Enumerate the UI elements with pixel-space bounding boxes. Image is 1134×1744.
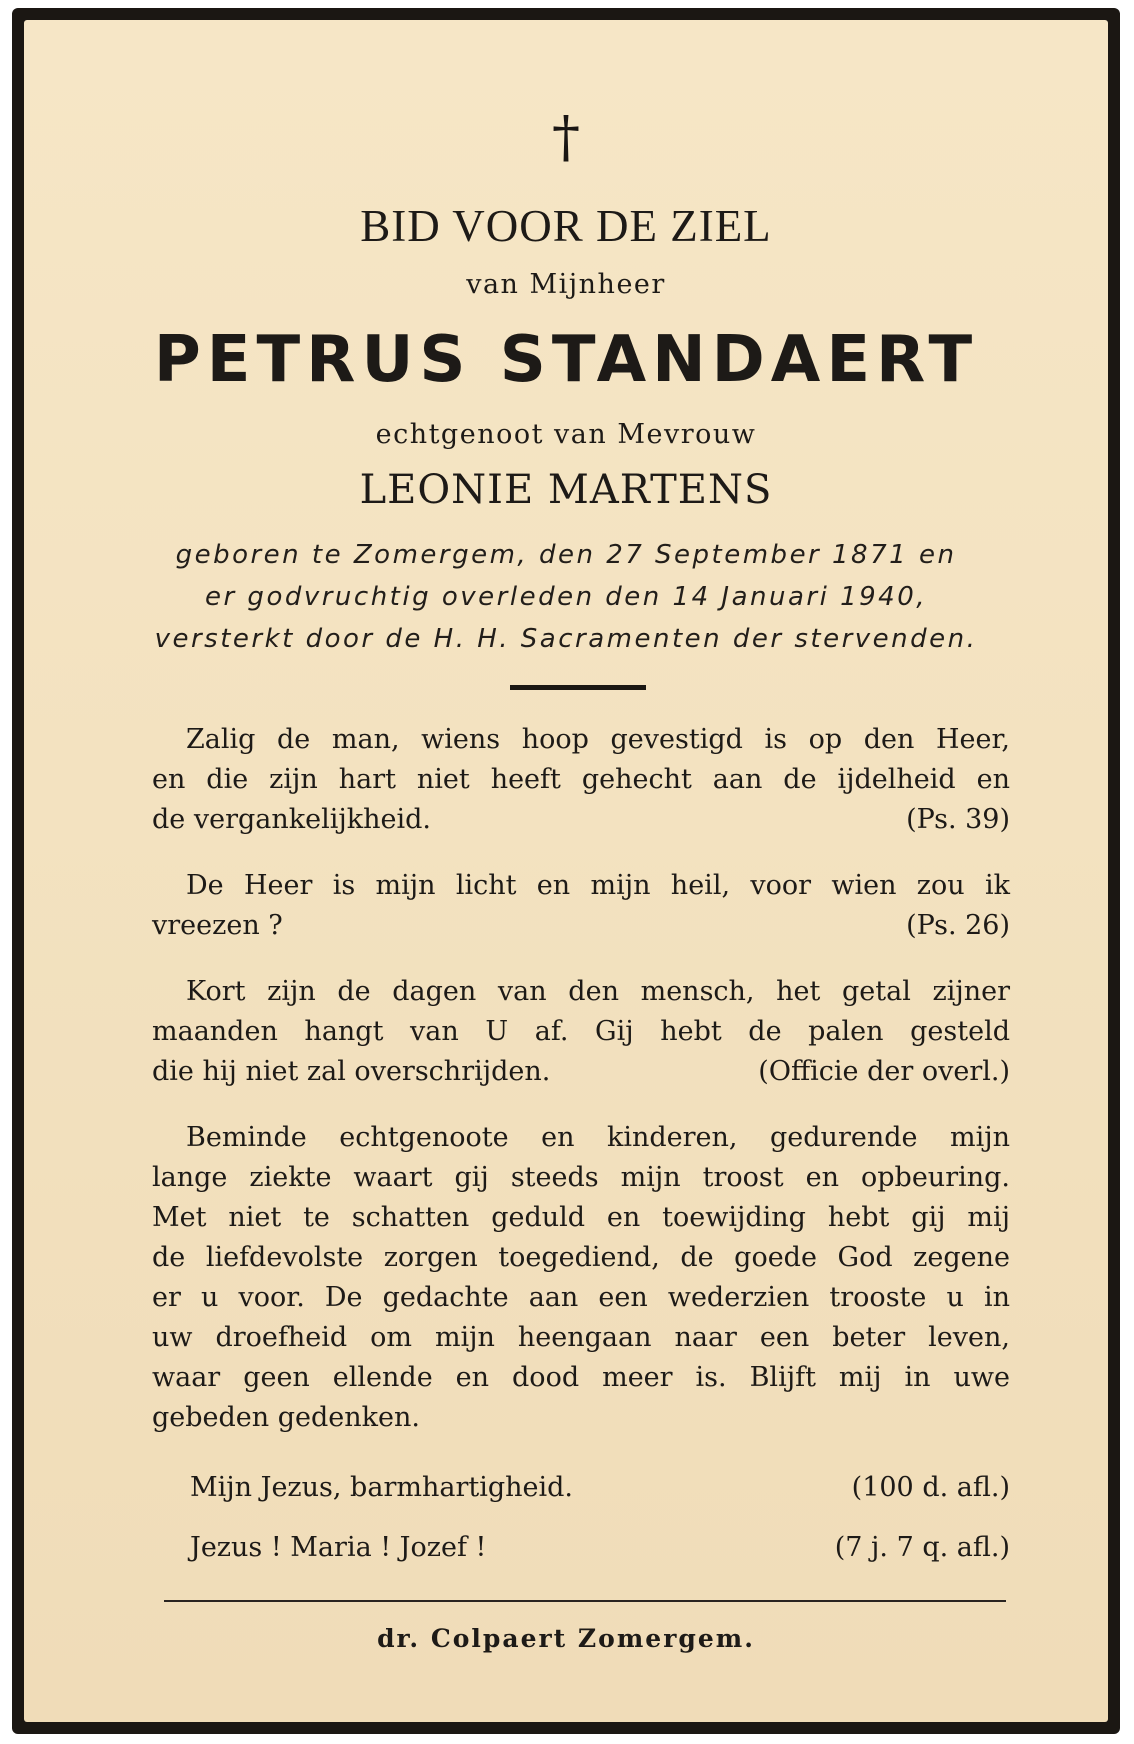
cross-icon: † bbox=[552, 105, 580, 170]
ejaculation-row bbox=[190, 1468, 1010, 1508]
verse-last-line bbox=[152, 800, 1010, 840]
memorial-card bbox=[24, 20, 1108, 1722]
sacraments-line: versterkt door de H. H. Sacramenten der stervenden. bbox=[154, 624, 978, 654]
verse-psalm-26 bbox=[152, 866, 1010, 946]
divider-short bbox=[510, 685, 646, 690]
divider-long bbox=[164, 1600, 1006, 1602]
verse-line: de vergankelijkheid. bbox=[152, 804, 431, 835]
message-line: waar geen ellende en dood meer is. Blijft mij in uwe bbox=[152, 1362, 1010, 1393]
verse-last-line bbox=[152, 906, 1010, 946]
spouse-intro: echtgenoot van Mevrouw bbox=[375, 419, 757, 450]
farewell-message bbox=[152, 1118, 1010, 1438]
printer-credit: dr. Colpaert Zomergem. bbox=[377, 1624, 755, 1653]
verse-line: Zalig de man, wiens hoop gevestigd is op den Heer, bbox=[186, 724, 1010, 755]
verse-line: maanden hangt van U af. Gij hebt de palen gesteld bbox=[152, 1016, 1010, 1047]
verse-line: en die zijn hart niet heeft gehecht aan de ijdelheid en bbox=[152, 764, 1010, 795]
verse-reference: (Ps. 39) bbox=[906, 804, 1010, 835]
verse-reference: (Ps. 26) bbox=[906, 910, 1010, 941]
honorific: van Mijnheer bbox=[466, 269, 666, 300]
verse-line: die hij niet zal overschrijden. bbox=[152, 1056, 551, 1087]
message-line: er u voor. De gedachte aan een wederzien trooste u in bbox=[152, 1282, 1010, 1313]
verse-line: vreezen ? bbox=[152, 910, 283, 941]
birth-line: geboren te Zomergem, den 27 September 1871 en bbox=[175, 540, 957, 570]
memorial-card-border bbox=[12, 8, 1120, 1734]
verse-line: De Heer is mijn licht en mijn heil, voor wien zou ik bbox=[186, 870, 1010, 901]
death-line: er godvruchtig overleden den 14 Januari 1940, bbox=[204, 582, 927, 612]
verse-psalm-39 bbox=[152, 720, 1010, 840]
indulgence-label: (7 j. 7 q. afl.) bbox=[834, 1532, 1010, 1563]
message-line: gebeden gedenken. bbox=[152, 1402, 420, 1433]
ejaculation-text: Mijn Jezus, barmhartigheid. bbox=[190, 1472, 573, 1503]
indulgence-label: (100 d. afl.) bbox=[851, 1472, 1010, 1503]
verse-officie bbox=[152, 972, 1010, 1092]
message-line: Beminde echtgenoote en kinderen, gedurende mijn bbox=[186, 1122, 1010, 1153]
ejaculation-row bbox=[190, 1528, 1010, 1568]
message-line: uw droefheid om mijn heengaan naar een beter leven, bbox=[152, 1322, 1010, 1353]
verse-line: Kort zijn de dagen van den mensch, het getal zijner bbox=[186, 976, 1010, 1007]
message-line: de liefdevolste zorgen toegediend, de goede God zegene bbox=[152, 1242, 1010, 1273]
ejaculation-text: Jezus ! Maria ! Jozef ! bbox=[190, 1532, 487, 1563]
spouse-name: LEONIE MARTENS bbox=[359, 467, 773, 513]
deceased-name: PETRUS STANDAERT bbox=[153, 323, 979, 397]
verse-reference: (Officie der overl.) bbox=[758, 1056, 1010, 1087]
message-line: lange ziekte waart gij steeds mijn troost en opbeuring. bbox=[152, 1162, 1010, 1193]
verse-last-line bbox=[152, 1052, 1010, 1092]
message-line: Met niet te schatten geduld en toewijding hebt gij mij bbox=[152, 1202, 1010, 1233]
card-heading: BID VOOR DE ZIEL bbox=[360, 201, 772, 251]
